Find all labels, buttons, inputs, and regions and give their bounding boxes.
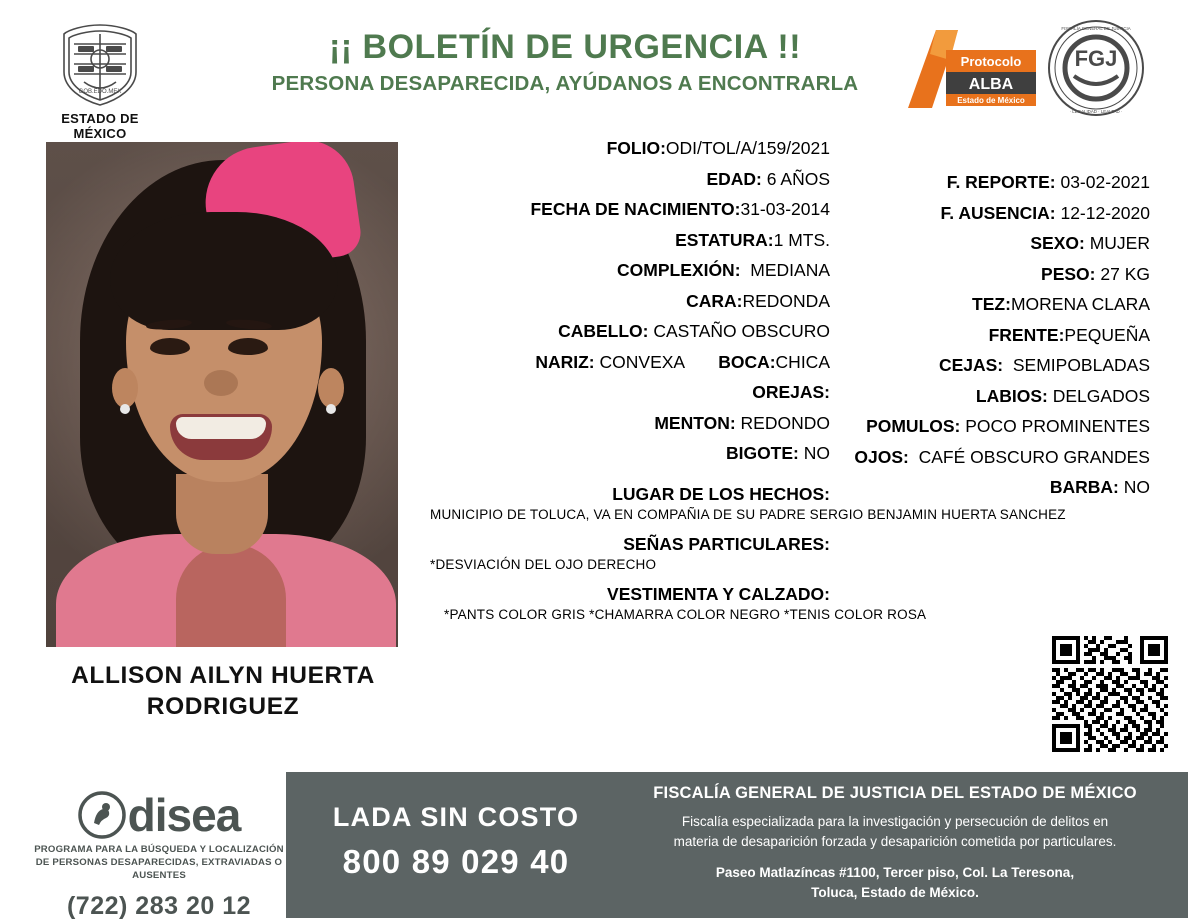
field-complexion-value: MEDIANA <box>750 260 830 280</box>
field-edad-value: 6 AÑOS <box>766 168 830 189</box>
svg-text:FISCALÍA GENERAL DE JUSTICIA: FISCALÍA GENERAL DE JUSTICIA <box>1061 26 1131 31</box>
photo-eye-right <box>228 338 268 355</box>
block-vestimenta <box>430 584 830 605</box>
svg-text:FGJ: FGJ <box>1074 46 1118 71</box>
disea-subtitle-3: AUSENTES <box>132 869 186 881</box>
svg-text:Estado de México: Estado de México <box>957 96 1025 105</box>
fgj-logo <box>1040 18 1156 118</box>
field-f-ausencia-value: 12-12-2020 <box>1060 202 1150 223</box>
institution-name: FISCALÍA GENERAL DE JUSTICIA DEL ESTADO DE MÉXICO <box>653 784 1137 802</box>
bulletin-subtitle: PERSONA DESAPARECIDA, AYÚDANOS A ENCONTRARLA <box>271 72 859 95</box>
disea-subtitle-1: PROGRAMA PARA LA BÚSQUEDA Y LOCALIZACIÓN <box>34 844 284 855</box>
photo-earring-right <box>326 404 336 414</box>
field-bigote-value: NO <box>803 443 830 463</box>
field-boca-value: CHICA <box>775 351 830 372</box>
field-barba <box>830 477 1150 508</box>
field-pomulos-label: POMULOS: <box>866 416 961 436</box>
disea-logo <box>34 788 284 921</box>
field-cabello-value: CASTAÑO OBSCURO <box>653 321 830 341</box>
svg-text:· LEGALIDAD · LEALTAD ·: · LEGALIDAD · LEALTAD · <box>1069 109 1123 114</box>
field-frente-value: PEQUEÑA <box>1064 324 1150 345</box>
field-nariz-value: CONVEXA <box>599 351 685 372</box>
disea-mark-icon <box>78 791 126 839</box>
right-field-column <box>830 172 1150 508</box>
field-tez-label: TEZ: <box>972 294 1011 314</box>
photo-ear-left <box>112 368 138 408</box>
field-orejas-label: OREJAS: <box>752 382 830 402</box>
field-menton-value: REDONDO <box>740 412 830 433</box>
field-orejas <box>430 382 830 413</box>
svg-text:GOB.EDO.MEX: GOB.EDO.MEX <box>78 89 122 95</box>
field-cejas-value: SEMIPOBLADAS <box>1012 355 1150 375</box>
field-cara-label: CARA: <box>686 290 743 311</box>
field-frente-label: FRENTE: <box>988 324 1065 345</box>
qr-code-icon <box>1052 636 1168 752</box>
field-labios-value: DELGADOS <box>1052 385 1150 406</box>
institution-address-2: Toluca, Estado de México. <box>811 884 979 900</box>
disea-phone[interactable]: (722) 283 20 12 <box>66 891 252 920</box>
svg-text:Protocolo: Protocolo <box>960 54 1022 69</box>
field-folio-label: FOLIO: <box>606 138 666 158</box>
field-f-reporte-value: 03-02-2021 <box>1060 172 1150 192</box>
field-edad <box>430 169 830 200</box>
field-bigote-label: BIGOTE: <box>725 443 799 463</box>
field-folio-value: ODI/TOL/A/159/2021 <box>665 138 830 158</box>
field-f-reporte-label: F. REPORTE: <box>946 172 1056 192</box>
field-labios-label: LABIOS: <box>975 385 1048 406</box>
field-tez <box>830 294 1150 325</box>
field-cabello <box>430 321 830 352</box>
field-cara <box>430 291 830 322</box>
photo-teeth <box>176 417 266 439</box>
field-pomulos <box>830 416 1150 447</box>
photo-fringe <box>110 212 338 330</box>
fgj-seal-icon <box>1040 18 1152 118</box>
field-menton-label: MENTON: <box>654 412 736 433</box>
block-lugar-hechos-text: MUNICIPIO DE TOLUCA, VA EN COMPAÑIA DE SU PADRE SERGIO BENJAMIN HUERTA SANCHEZ <box>430 506 1066 522</box>
bulletin-titles <box>235 28 895 96</box>
field-f-reporte <box>830 172 1150 203</box>
field-tez-value: MORENA CLARA <box>1010 294 1150 314</box>
field-cejas-label: CEJAS: <box>938 355 1004 375</box>
toll-free-block <box>306 802 606 881</box>
disea-subtitle-2: DE PERSONAS DESAPARECIDAS, EXTRAVIADAS O <box>35 856 283 868</box>
field-frente <box>830 325 1150 356</box>
field-f-ausencia-label: F. AUSENCIA: <box>940 202 1056 223</box>
toll-free-number[interactable]: 800 89 029 40 <box>342 843 570 880</box>
block-vestimenta-text: *PANTS COLOR GRIS *CHAMARRA COLOR NEGRO *TENIS COLOR ROSA <box>444 606 927 622</box>
field-edad-label: EDAD: <box>706 168 762 189</box>
block-lugar-hechos <box>430 484 830 505</box>
field-estatura-value: 1 MTS. <box>773 229 830 250</box>
photo-ear-right <box>318 368 344 408</box>
state-crest-label: ESTADO DE MÉXICO <box>61 111 139 141</box>
photo-neck <box>176 474 268 554</box>
protocolo-alba-logo <box>900 20 1040 112</box>
field-complexion-label: COMPLEXIÓN: <box>617 260 741 280</box>
field-nariz-boca <box>430 352 830 383</box>
photo-earring-left <box>120 404 130 414</box>
bulletin-title: ¡¡ BOLETÍN DE URGENCIA !! <box>328 28 802 66</box>
toll-free-label: LADA SIN COSTO <box>332 802 580 832</box>
block-vestimenta-label: VESTIMENTA Y CALZADO: <box>607 583 830 604</box>
field-peso <box>830 264 1150 295</box>
photo-nose <box>204 370 238 396</box>
field-fecha-nacimiento-label: FECHA DE NACIMIENTO: <box>530 199 741 219</box>
field-boca-label: BOCA: <box>718 351 776 372</box>
field-sexo <box>830 233 1150 264</box>
field-f-ausencia <box>830 203 1150 234</box>
field-ojos-value: CAFÉ OBSCURO GRANDES <box>918 446 1150 467</box>
field-cara-value: REDONDA <box>742 290 830 311</box>
estado-de-mexico-crest-icon <box>54 22 146 108</box>
field-estatura-label: ESTATURA: <box>675 229 774 250</box>
victim-name: ALLISON AILYN HUERTA RODRIGUEZ <box>71 662 375 721</box>
institution-address-1: Paseo Matlazíncas #1100, Tercer piso, Col. La Teresona, <box>715 865 1075 881</box>
field-bigote <box>430 443 830 474</box>
field-cejas <box>830 355 1150 386</box>
block-senas-particulares-text: *DESVIACIÓN DEL OJO DERECHO <box>430 556 657 572</box>
field-ojos <box>830 447 1150 478</box>
qr-code[interactable] <box>1052 636 1168 752</box>
block-lugar-hechos-label: LUGAR DE LOS HECHOS: <box>612 483 830 504</box>
institution-block <box>610 784 1180 902</box>
victim-photo-image <box>46 142 398 647</box>
victim-photo <box>46 142 398 647</box>
field-cabello-label: CABELLO: <box>558 321 649 341</box>
field-nariz-label: NARIZ: <box>535 351 595 372</box>
field-fecha-nacimiento-value: 31-03-2014 <box>740 199 830 219</box>
field-labios <box>830 386 1150 417</box>
institution-description-2: materia de desaparición forzada y desaparición cometida por particulares. <box>673 833 1117 849</box>
block-senas-particulares-label: SEÑAS PARTICULARES: <box>623 533 830 554</box>
field-estatura <box>430 230 830 261</box>
field-peso-label: PESO: <box>1041 263 1096 284</box>
svg-text:ALBA: ALBA <box>968 76 1014 93</box>
field-menton <box>430 413 830 444</box>
field-folio <box>430 138 830 169</box>
field-complexion <box>430 260 830 291</box>
protocolo-alba-icon <box>900 20 1040 112</box>
block-senas-particulares <box>430 534 830 555</box>
field-fecha-nacimiento <box>430 199 830 230</box>
state-crest <box>36 22 164 141</box>
field-ojos-label: OJOS: <box>854 446 909 467</box>
disea-wordmark: disea <box>127 789 241 841</box>
photo-eye-left <box>150 338 190 355</box>
field-peso-value: 27 KG <box>1100 263 1150 284</box>
page-header <box>0 0 1188 141</box>
field-barba-label: BARBA: <box>1049 477 1119 497</box>
field-barba-value: NO <box>1123 477 1150 497</box>
field-pomulos-value: POCO PROMINENTES <box>965 416 1150 436</box>
field-sexo-label: SEXO: <box>1030 233 1085 253</box>
field-sexo-value: MUJER <box>1089 233 1150 253</box>
institution-description-1: Fiscalía especializada para la investigación y persecución de delitos en <box>681 814 1109 829</box>
photo-mouth <box>170 414 272 460</box>
